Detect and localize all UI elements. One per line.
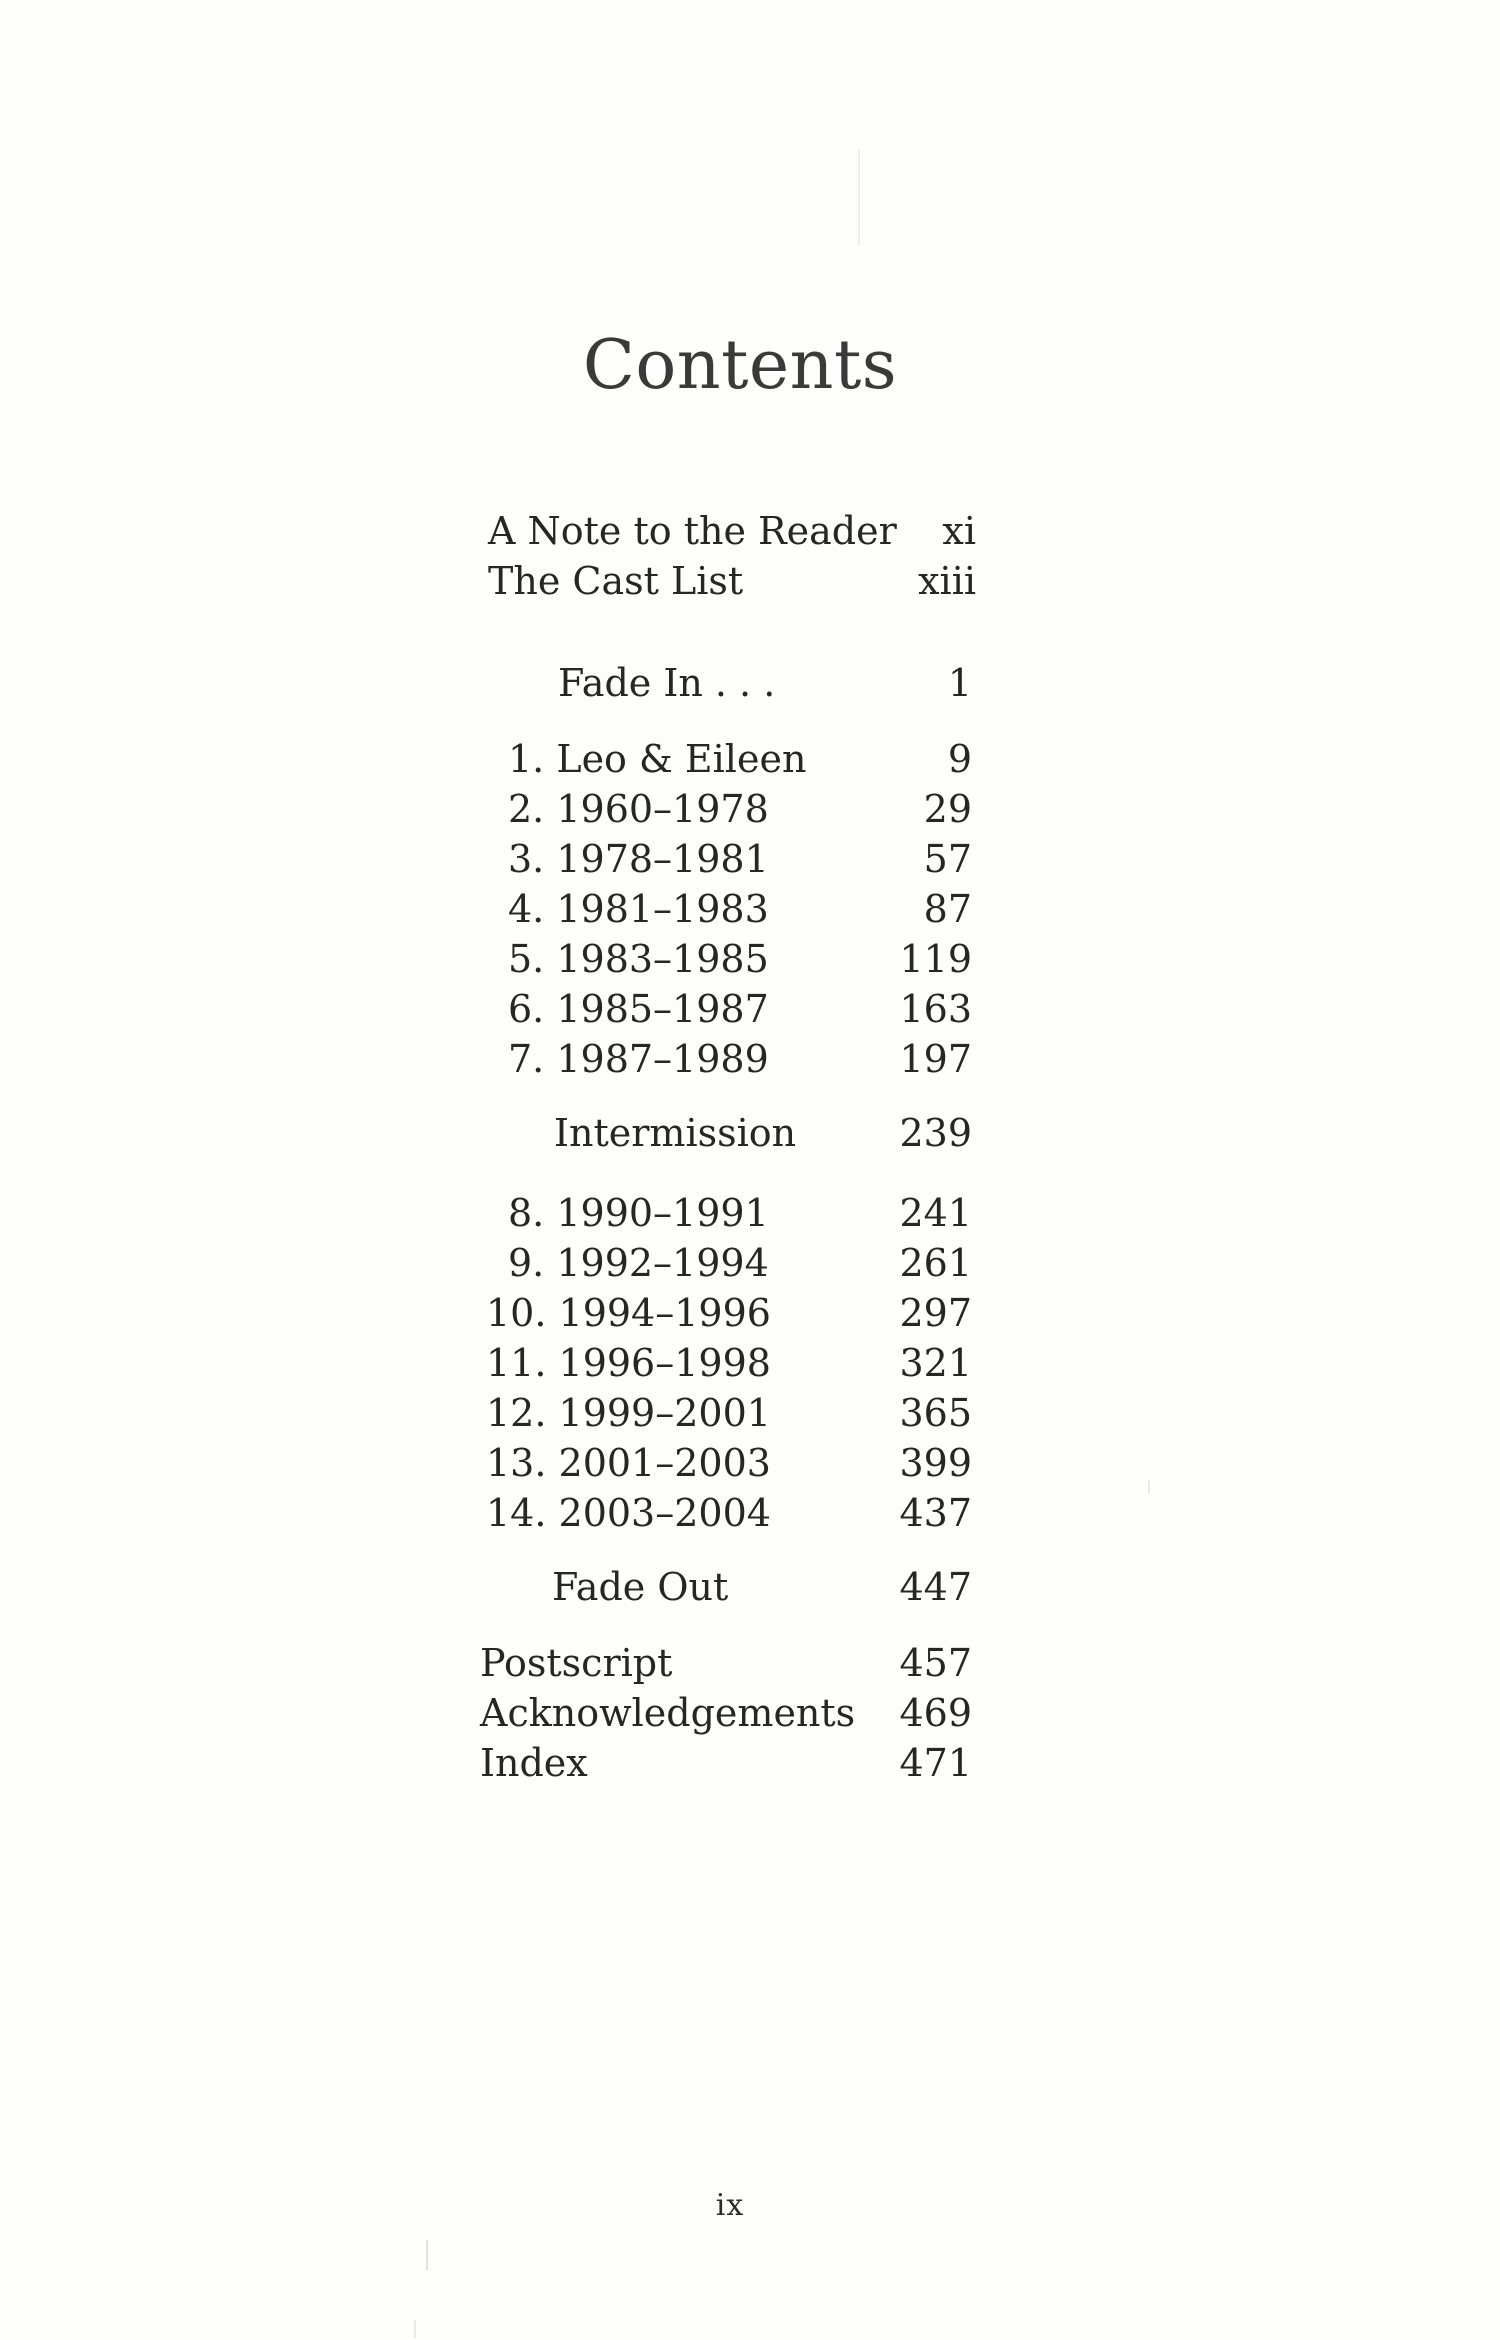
- page-title: Contents: [582, 326, 898, 405]
- toc-entry-label: 7. 1987–1989: [508, 1037, 769, 1081]
- toc-entry-chapter-11: [486, 1341, 972, 1388]
- toc-entry-page: xi: [942, 509, 976, 553]
- toc-entry-chapter-10: [486, 1291, 972, 1338]
- toc-entry-page: 437: [899, 1491, 972, 1535]
- toc-entry-postscript: [480, 1641, 972, 1688]
- toc-entry-page: 469: [899, 1691, 972, 1735]
- toc-entry-cast-list: [488, 559, 976, 606]
- toc-entry-acknowledgements: [480, 1691, 972, 1738]
- toc-entry-label: 1. Leo & Eileen: [508, 737, 807, 781]
- toc-entry-chapter-3: [508, 837, 972, 884]
- toc-entry-label: 13. 2001–2003: [486, 1441, 771, 1485]
- toc-entry-label: Acknowledgements: [480, 1691, 856, 1735]
- toc-entry-label: 8. 1990–1991: [508, 1191, 769, 1235]
- toc-entry-label: 9. 1992–1994: [508, 1241, 769, 1285]
- scan-mark: [426, 2240, 428, 2270]
- toc-entry-chapter-8: [508, 1191, 972, 1238]
- toc-entry-label: Postscript: [480, 1641, 673, 1685]
- toc-entry-page: 119: [899, 937, 972, 981]
- toc-entry-label: A Note to the Reader: [488, 509, 897, 553]
- toc-entry-page: 239: [899, 1111, 972, 1155]
- toc-entry-page: 321: [899, 1341, 972, 1385]
- toc-entry-page: 57: [923, 837, 972, 881]
- toc-entry-page: 29: [923, 787, 972, 831]
- toc-entry-note-to-reader: [488, 509, 976, 556]
- toc-entry-page: 457: [899, 1641, 972, 1685]
- toc-entry-chapter-13: [486, 1441, 972, 1488]
- toc-entry-label: Fade Out: [552, 1565, 729, 1609]
- toc-entry-label: 5. 1983–1985: [508, 937, 769, 981]
- toc-entry-page: xiii: [918, 559, 976, 603]
- toc-entry-page: 9: [947, 737, 972, 781]
- toc-entry-page: 261: [899, 1241, 972, 1285]
- toc-entry-page: 471: [899, 1741, 972, 1785]
- toc-entry-chapter-12: [486, 1391, 972, 1438]
- toc-entry-label: 4. 1981–1983: [508, 887, 769, 931]
- toc-entry-label: Index: [480, 1741, 588, 1785]
- toc-entry-label: Intermission: [554, 1111, 797, 1155]
- toc-entry-page: 365: [899, 1391, 972, 1435]
- toc-entry-chapter-14: [486, 1491, 972, 1538]
- toc-entry-label: The Cast List: [488, 559, 744, 603]
- toc-entry-chapter-9: [508, 1241, 972, 1288]
- toc-entry-chapter-2: [508, 787, 972, 834]
- scan-mark: [1148, 1480, 1150, 1494]
- toc-entry-chapter-7: [508, 1037, 972, 1084]
- toc-entry-chapter-5: [508, 937, 972, 984]
- toc-entry-index: [480, 1741, 972, 1788]
- toc-entry-chapter-1: [508, 737, 972, 784]
- toc-entry-label: Fade In . . .: [558, 661, 776, 705]
- toc-entry-chapter-4: [508, 887, 972, 934]
- toc-entry-label: 2. 1960–1978: [508, 787, 769, 831]
- toc-entry-page: 163: [899, 987, 972, 1031]
- toc-entry-label: 14. 2003–2004: [486, 1491, 771, 1535]
- toc-entry-page: 1: [947, 661, 972, 705]
- toc-entry-page: 447: [899, 1565, 972, 1609]
- toc-entry-label: 6. 1985–1987: [508, 987, 769, 1031]
- scan-mark: [414, 2320, 416, 2338]
- toc-entry-page: 399: [899, 1441, 972, 1485]
- toc-entry-page: 297: [899, 1291, 972, 1335]
- page-number: ix: [715, 2188, 745, 2223]
- scan-mark: [858, 150, 860, 246]
- toc-entry-label: 12. 1999–2001: [486, 1391, 771, 1435]
- toc-entry-fade-out: [552, 1565, 972, 1612]
- toc-entry-page: 197: [899, 1037, 972, 1081]
- toc-entry-page: 241: [899, 1191, 972, 1235]
- toc-entry-label: 10. 1994–1996: [486, 1291, 771, 1335]
- toc-entry-page: 87: [923, 887, 972, 931]
- toc-entry-label: 11. 1996–1998: [486, 1341, 771, 1385]
- toc-entry-fade-in: [558, 661, 972, 708]
- toc-entry-label: 3. 1978–1981: [508, 837, 769, 881]
- toc-entry-intermission: [554, 1111, 972, 1158]
- toc-entry-chapter-6: [508, 987, 972, 1034]
